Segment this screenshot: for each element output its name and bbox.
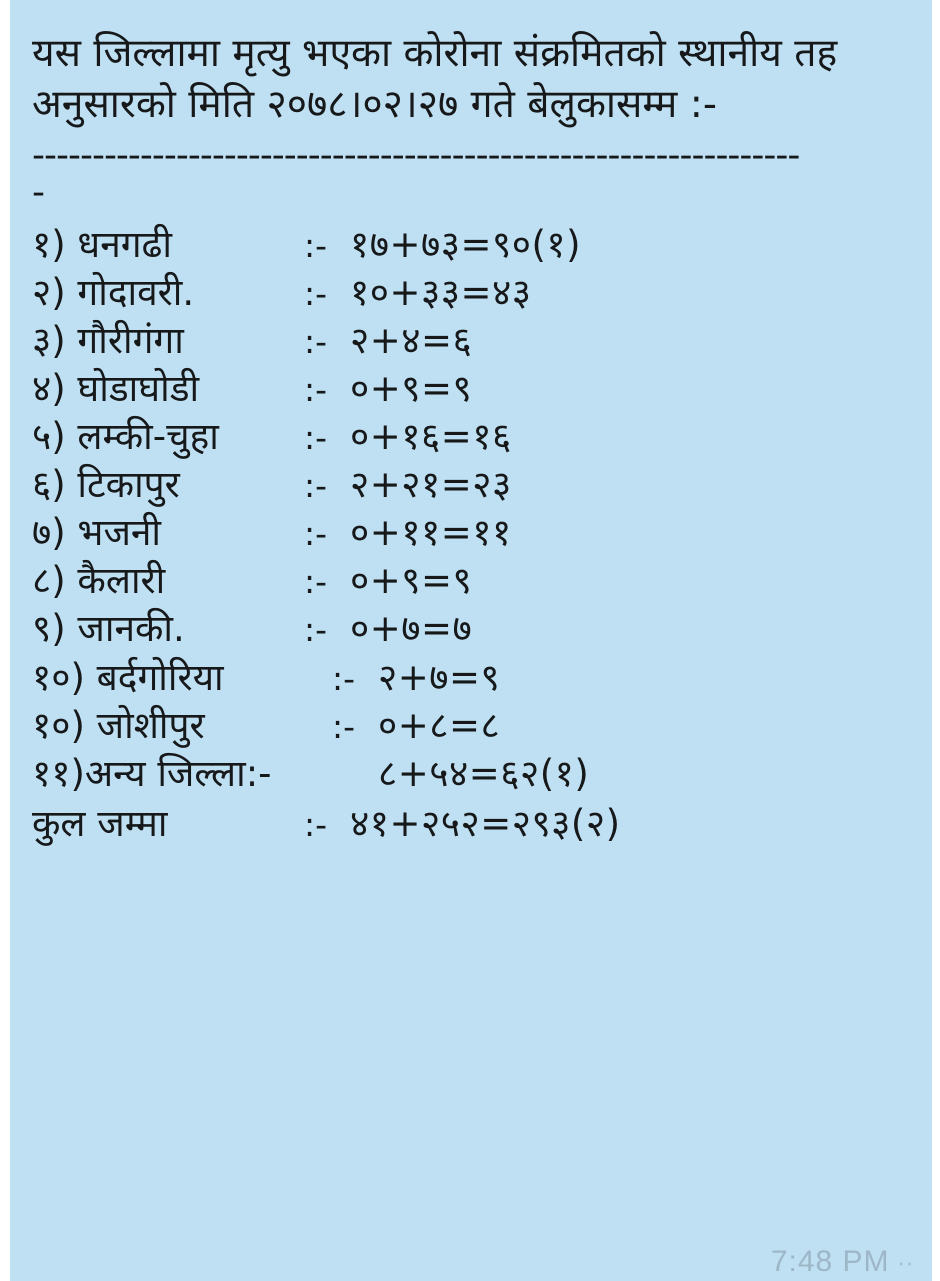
total-label: कुल जम्मा	[32, 801, 168, 845]
municipality-list	[32, 221, 914, 848]
list-item-value: ८+५४=६२(१)	[378, 751, 590, 795]
list-item-value: ०+९=९	[350, 559, 473, 603]
divider-line-continuation: -	[32, 171, 45, 213]
message-status-icon: ∙∙	[897, 1247, 914, 1277]
total-separator: :-	[304, 804, 328, 844]
list-item-label: १) धनगढी	[32, 222, 172, 266]
list-item	[32, 605, 914, 653]
divider-line: ----------------------------------------------------------------	[32, 136, 800, 175]
list-item	[32, 750, 914, 798]
list-item-separator: :-	[304, 610, 328, 650]
list-item-label: ३) गौरीगंगा	[32, 318, 184, 362]
list-item-separator: :-	[332, 706, 356, 746]
list-item	[32, 702, 914, 750]
left-margin	[0, 0, 10, 1281]
total-row	[32, 800, 914, 848]
list-item-label: ४) घोडाघोडी	[32, 367, 200, 411]
list-item-separator: :-	[304, 514, 328, 554]
list-item-value: ०+१६=१६	[350, 415, 512, 459]
list-item	[32, 557, 914, 605]
list-item-value: ०+११=११	[350, 511, 512, 555]
list-item	[32, 654, 914, 702]
list-item-separator: :-	[304, 466, 328, 506]
list-item-label: १०) जोशीपुर	[32, 703, 205, 747]
list-item-separator: :-	[304, 225, 328, 265]
right-margin	[932, 0, 940, 1281]
list-item-label: १०) बर्दगोरिया	[32, 655, 224, 699]
list-item-separator: :-	[304, 370, 328, 410]
list-item	[32, 317, 914, 365]
list-item-label: ११)अन्य जिल्ला:-	[32, 751, 272, 795]
list-item-value: ०+७=७	[350, 607, 473, 651]
list-item-label: ७) भजनी	[32, 511, 162, 555]
list-item-separator: :-	[304, 562, 328, 602]
list-item-label: ९) जानकी.	[32, 607, 185, 651]
list-item-separator: :-	[332, 658, 356, 698]
list-item	[32, 461, 914, 509]
list-item-value: २+४=६	[350, 318, 473, 362]
message-timestamp	[771, 1245, 914, 1279]
list-item-label: २) गोदावरी.	[32, 270, 195, 314]
total-value: ४१+२५२=२९३(२)	[350, 801, 621, 845]
list-item-separator: :-	[304, 273, 328, 313]
list-item	[32, 365, 914, 413]
page-title: यस जिल्लामा मृत्यु भएका कोरोना संक्रमितको स्थानीय तह अनुसारको मिति २०७८।०२।२७ गते बेलुकासम्म :-	[32, 31, 838, 128]
list-item-separator: :-	[304, 321, 328, 361]
list-item-label: ५) लम्की-चुहा	[32, 415, 219, 459]
list-item-value: ०+८=८	[378, 703, 501, 747]
list-item	[32, 413, 914, 461]
list-item-value: १०+३३=४३	[350, 270, 532, 314]
list-item-value: ०+९=९	[350, 367, 473, 411]
message-body	[10, 0, 932, 1281]
list-item-label: ८) कैलारी	[32, 559, 166, 603]
list-item-label: ६) टिकापुर	[32, 463, 180, 507]
list-item-value: १७+७३=९०(१)	[350, 222, 582, 266]
list-item	[32, 509, 914, 557]
list-item-value: २+७=९	[378, 655, 501, 699]
list-item-value: २+२१=२३	[350, 463, 512, 507]
list-item	[32, 221, 914, 269]
list-item-separator: :-	[304, 418, 328, 458]
timestamp-text: 7:48 PM	[770, 1245, 890, 1278]
list-item	[32, 269, 914, 317]
